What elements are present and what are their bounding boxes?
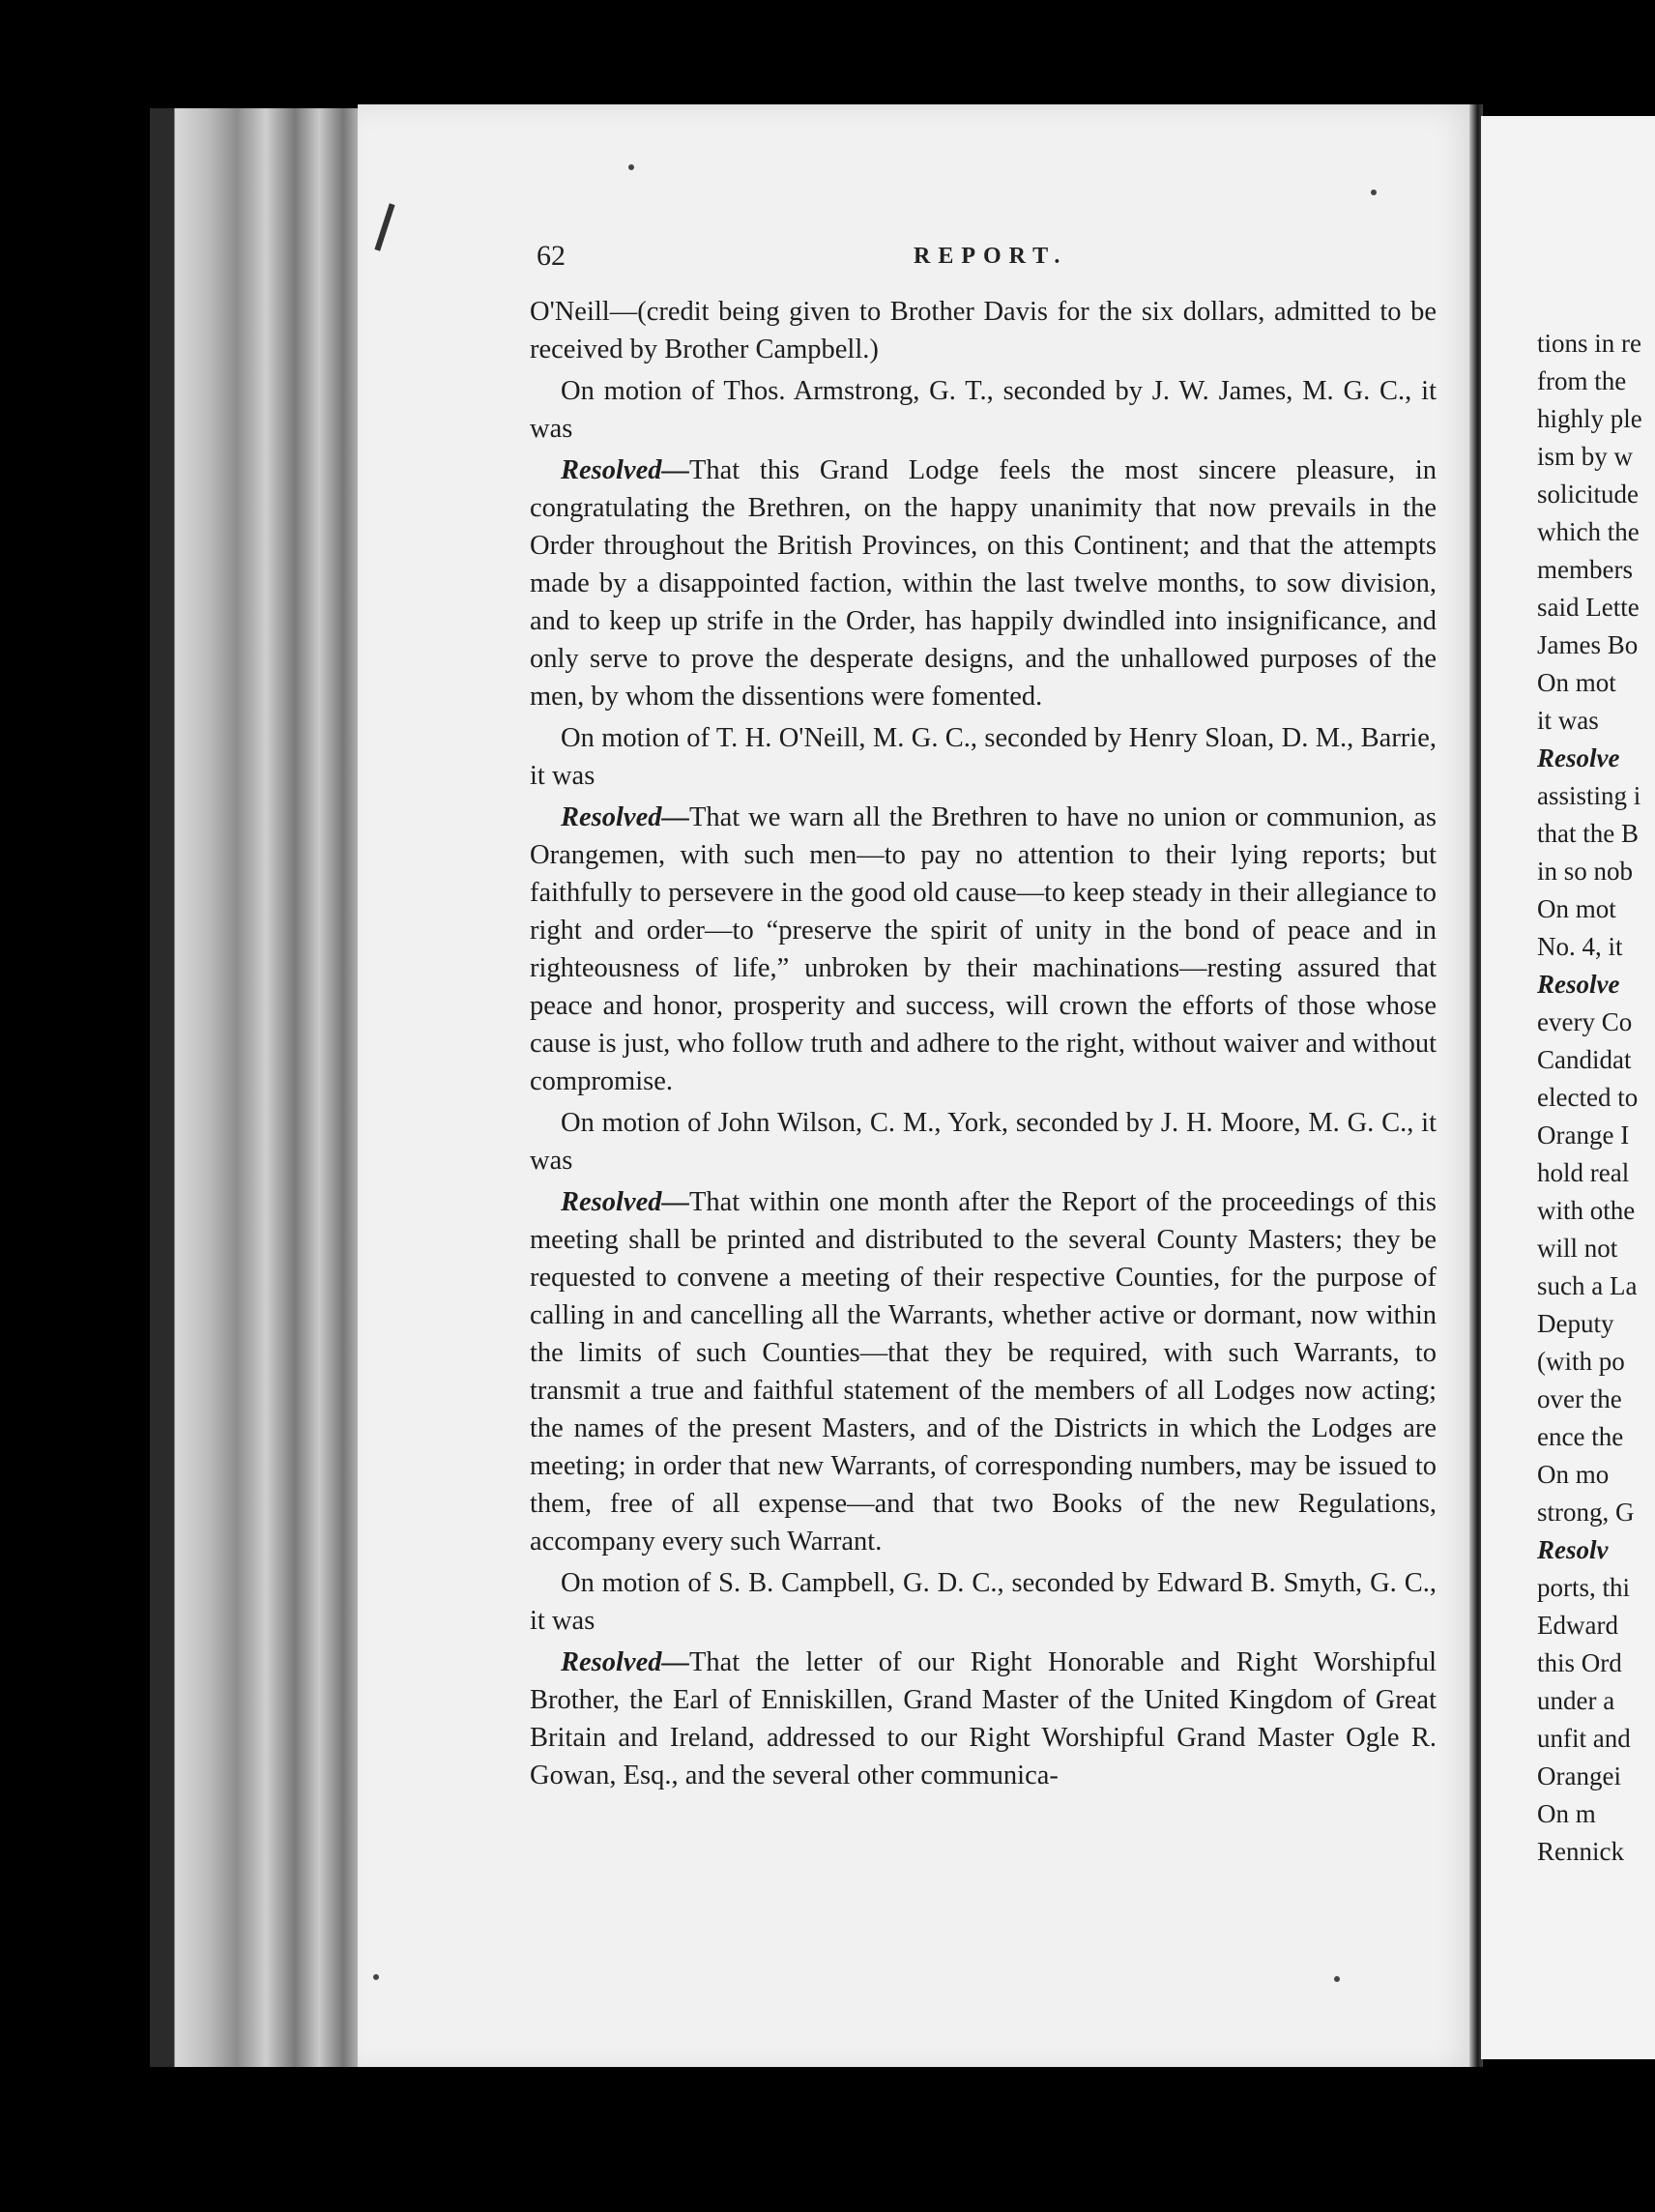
facing-page-line: this Ord (1537, 1648, 1622, 1677)
facing-page-line: ence the (1537, 1422, 1624, 1451)
resolved-label: Resolved— (561, 802, 689, 832)
facing-page-line: Candidat (1537, 1045, 1632, 1074)
facing-page-text (1537, 325, 1655, 1871)
facing-page-line: strong, G (1537, 1498, 1635, 1527)
paragraph-text: That the letter of our Right Honorable and Right Worshipful Brother, the Earl of Enniskillen, Grand Master of the United Kingdom of Great Britain and Ireland, addressed to our Right Worshipful Grand Master Ogle R. Gowan, Esq., and the several other communica- (530, 1647, 1437, 1790)
facing-page-line: which the (1537, 517, 1640, 546)
page-body-text (530, 293, 1437, 1798)
facing-page-line: under a (1537, 1686, 1615, 1715)
facing-page-line: ports, thi (1537, 1573, 1631, 1602)
facing-page-line: elected to (1537, 1083, 1639, 1112)
paragraph-text: On motion of Thos. Armstrong, G. T., seconded by J. W. James, M. G. C., it was (530, 376, 1437, 444)
facing-page-line: that the B (1537, 819, 1639, 848)
resolved-label: Resolved— (561, 1647, 689, 1677)
resolution-paragraph (530, 1644, 1437, 1794)
scan-bottom-border (0, 2067, 1655, 2212)
facing-page-line: (with po (1537, 1347, 1625, 1376)
paragraph-text: O'Neill—(credit being given to Brother Davis for the six dollars, admitted to be received by Brother Campbell.) (530, 297, 1437, 364)
resolution-paragraph (530, 451, 1437, 715)
facing-page-line: Orangei (1537, 1761, 1621, 1790)
facing-page-line: ism by w (1537, 442, 1634, 471)
book-page-edges (150, 108, 372, 2081)
facing-page-line: Edward (1537, 1611, 1618, 1640)
facing-page-line: tions in re (1537, 329, 1641, 358)
page-header (537, 240, 1436, 278)
facing-page-line: Resolv (1537, 1535, 1609, 1564)
facing-page-line: highly ple (1537, 404, 1642, 433)
paragraph-text: On motion of S. B. Campbell, G. D. C., seconded by Edward B. Smyth, G. C., it was (530, 1568, 1437, 1636)
facing-page-line: James Bo (1537, 630, 1639, 659)
facing-page-line: over the (1537, 1384, 1622, 1413)
scan-top-border (0, 0, 1655, 106)
facing-page-line: On mo (1537, 1460, 1610, 1489)
paragraph-text: On motion of T. H. O'Neill, M. G. C., seconded by Henry Sloan, D. M., Barrie, it was (530, 723, 1437, 791)
facing-page-line: such a La (1537, 1271, 1638, 1300)
facing-page-line: Rennick (1537, 1837, 1624, 1866)
facing-page-line: every Co (1537, 1007, 1633, 1036)
facing-page-line: On mot (1537, 668, 1616, 697)
motion-paragraph (530, 372, 1437, 448)
continuation-paragraph (530, 293, 1437, 368)
facing-page-line: assisting i (1537, 781, 1641, 810)
paragraph-text: That we warn all the Brethren to have no union or communion, as Orangemen, with such men—to pay no attention to their lying reports; but faithfully to persevere in the good old cause—to keep steady in their allegiance to right and order—to “preserve the spirit of unity in the bond of peace and in righteousness of life,” unbroken by their machinations—resting assured that peace and honor, prosperity and success, will crown the efforts of those whose cause is just, who follow truth and adhere to the right, without waiver and without compromise. (530, 802, 1437, 1096)
facing-page-line: unfit and (1537, 1724, 1631, 1753)
facing-page-line: On m (1537, 1799, 1596, 1828)
paragraph-text: That this Grand Lodge feels the most sincere pleasure, in congratulating the Brethren, on the happy unanimity that now prevails in the Order throughout the British Provinces, on this Continent; and that the attempts made by a disappointed faction, within the last twelve months, to sow division, and to keep up strife in the Order, has happily dwindled into insignificance, and only serve to prove the desperate designs, and the unhallowed purposes of the men, by whom the dissentions were fomented. (530, 455, 1437, 712)
motion-paragraph (530, 1564, 1437, 1640)
facing-page-line: from the (1537, 366, 1627, 395)
facing-page-line: members (1537, 555, 1633, 584)
facing-page-line: will not (1537, 1234, 1618, 1263)
speck (1334, 1976, 1340, 1982)
resolution-paragraph (530, 1183, 1437, 1560)
speck (628, 164, 634, 170)
facing-page-line: Resolve (1537, 743, 1620, 772)
running-head: REPORT. (914, 244, 1068, 269)
facing-page-line: solicitude (1537, 480, 1639, 509)
facing-page-line: in so nob (1537, 857, 1634, 886)
motion-paragraph (530, 719, 1437, 795)
resolved-label: Resolved— (561, 1187, 689, 1217)
facing-page-line: it was (1537, 706, 1599, 735)
speck (373, 1974, 379, 1980)
facing-page-line: Orange I (1537, 1121, 1630, 1150)
resolved-label: Resolved— (561, 455, 689, 485)
paragraph-text: On motion of John Wilson, C. M., York, seconded by J. H. Moore, M. G. C., it was (530, 1108, 1437, 1176)
facing-page-line: Deputy (1537, 1309, 1614, 1338)
speck (1371, 189, 1377, 195)
paragraph-text: That within one month after the Report of the proceedings of this meeting shall be printed and distributed to the several County Masters; they be requested to convene a meeting of their respective Counties, for the purpose of calling in and cancelling all the Warrants, whether active or dormant, now within the limits of such Counties—that they be required, with such Warrants, to transmit a true and faithful statement of the members of all Lodges now acting; the names of the present Masters, and of the Districts in which the Lodges are meeting; in order that new Warrants, of corresponding numbers, may be issued to them, free of all expense—and that two Books of the new Regulations, accompany every such Warrant. (530, 1187, 1437, 1557)
resolution-paragraph (530, 799, 1437, 1100)
facing-page-line: No. 4, it (1537, 932, 1623, 961)
motion-paragraph (530, 1104, 1437, 1179)
facing-page-line: On mot (1537, 894, 1616, 923)
facing-page-line: Resolve (1537, 970, 1620, 999)
page-number: 62 (537, 240, 566, 272)
facing-page-line: with othe (1537, 1196, 1636, 1225)
facing-page-line: hold real (1537, 1158, 1630, 1187)
facing-page-line: said Lette (1537, 593, 1640, 622)
